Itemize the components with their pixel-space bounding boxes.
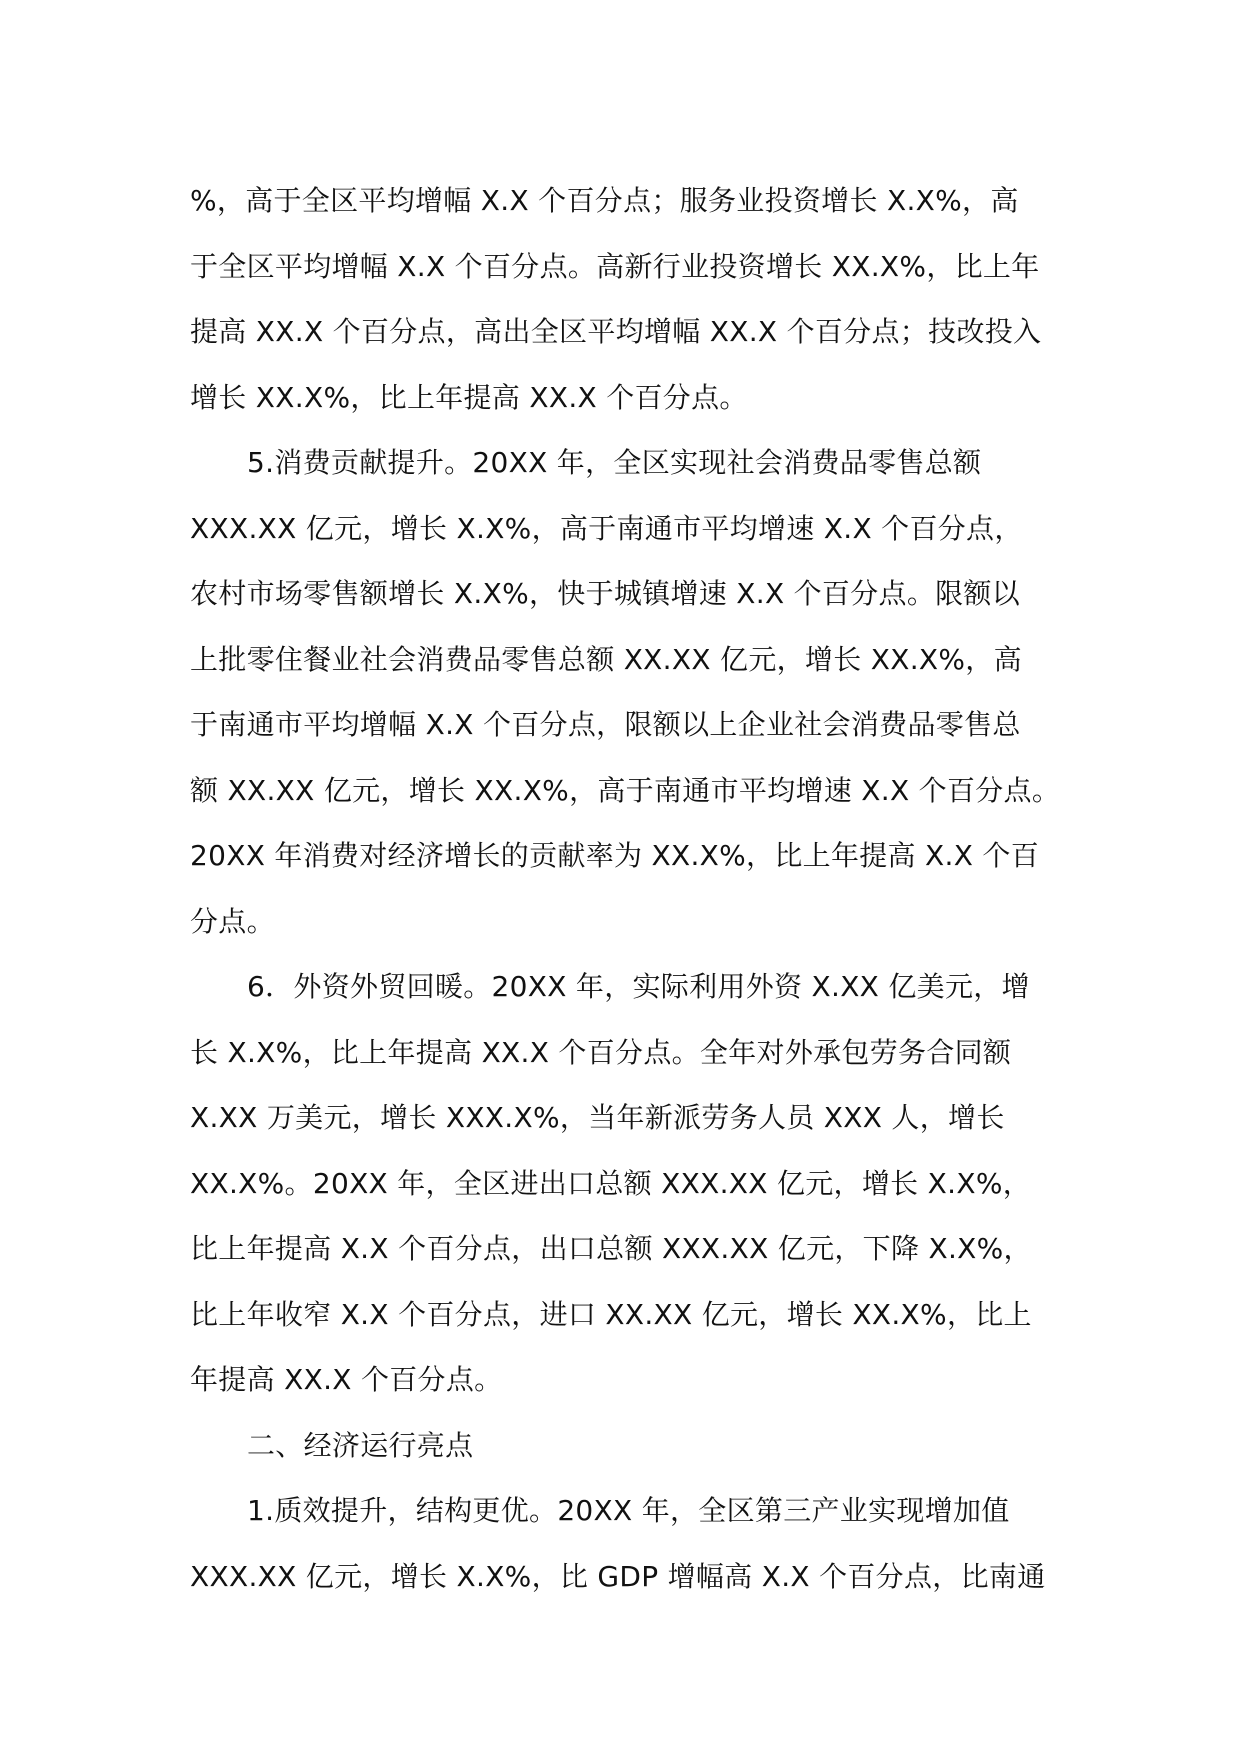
paragraph-first-line: 6．外资外贸回暖。20XX 年，实际利用外资 X.XX 亿美元，增 [247,970,1030,1003]
text-line: XX.X%。20XX 年，全区进出口总额 XXX.XX 亿元，增长 X.X%， [190,1166,1032,1200]
paragraph-first-line: 1.质效提升，结构更优。20XX 年，全区第三产业实现增加值 [247,1494,1010,1527]
text-line: XXX.XX 亿元，增长 X.X%，高于南通市平均增速 X.X 个百分点， [190,511,1023,545]
text-line: 比上年收窄 X.X 个百分点，进口 XX.XX 亿元，增长 XX.X%，比上 [190,1297,1032,1331]
paragraph-first-line: 5.消费贡献提升。20XX 年，全区实现社会消费品零售总额 [247,446,982,479]
text-line: 增长 XX.X%，比上年提高 XX.X 个百分点。 [190,380,748,414]
section-heading: 二、经济运行亮点 [247,1428,474,1462]
text-line: 年提高 XX.X 个百分点。 [190,1363,503,1396]
text-line: 长 X.X%，比上年提高 XX.X 个百分点。全年对外承包劳务合同额 [190,1035,1012,1069]
text-line: 农村市场零售额增长 X.X%，快于城镇增速 X.X 个百分点。限额以 [190,577,1021,610]
text-line: %，高于全区平均增幅 X.X 个百分点；服务业投资增长 X.X%，高 [190,184,1019,217]
text-line: 额 XX.XX 亿元，增长 XX.X%，高于南通市平均增速 X.X 个百分点。 [190,773,1061,807]
text-line: 于南通市平均增幅 X.X 个百分点，限额以上企业社会消费品零售总 [190,708,1021,741]
text-line: 分点。 [190,904,275,938]
document-body [190,168,1070,1609]
text-line: 提高 XX.X 个百分点，高出全区平均增幅 XX.X 个百分点；技改投入 [190,315,1042,348]
text-line: 20XX 年消费对经济增长的贡献率为 XX.X%，比上年提高 X.X 个百 [190,839,1040,872]
text-line: XXX.XX 亿元，增长 X.X%，比 GDP 增幅高 X.X 个百分点，比南通 [190,1559,1046,1593]
text-line: 比上年提高 X.X 个百分点，出口总额 XXX.XX 亿元，下降 X.X%， [190,1232,1032,1265]
text-line: 上批零住餐业社会消费品零售总额 XX.XX 亿元，增长 XX.X%，高 [190,642,1022,676]
text-line: 于全区平均增幅 X.X 个百分点。高新行业投资增长 XX.X%，比上年 [190,249,1040,283]
text-line: X.XX 万美元，增长 XXX.X%，当年新派劳务人员 XXX 人，增长 [190,1101,1005,1134]
